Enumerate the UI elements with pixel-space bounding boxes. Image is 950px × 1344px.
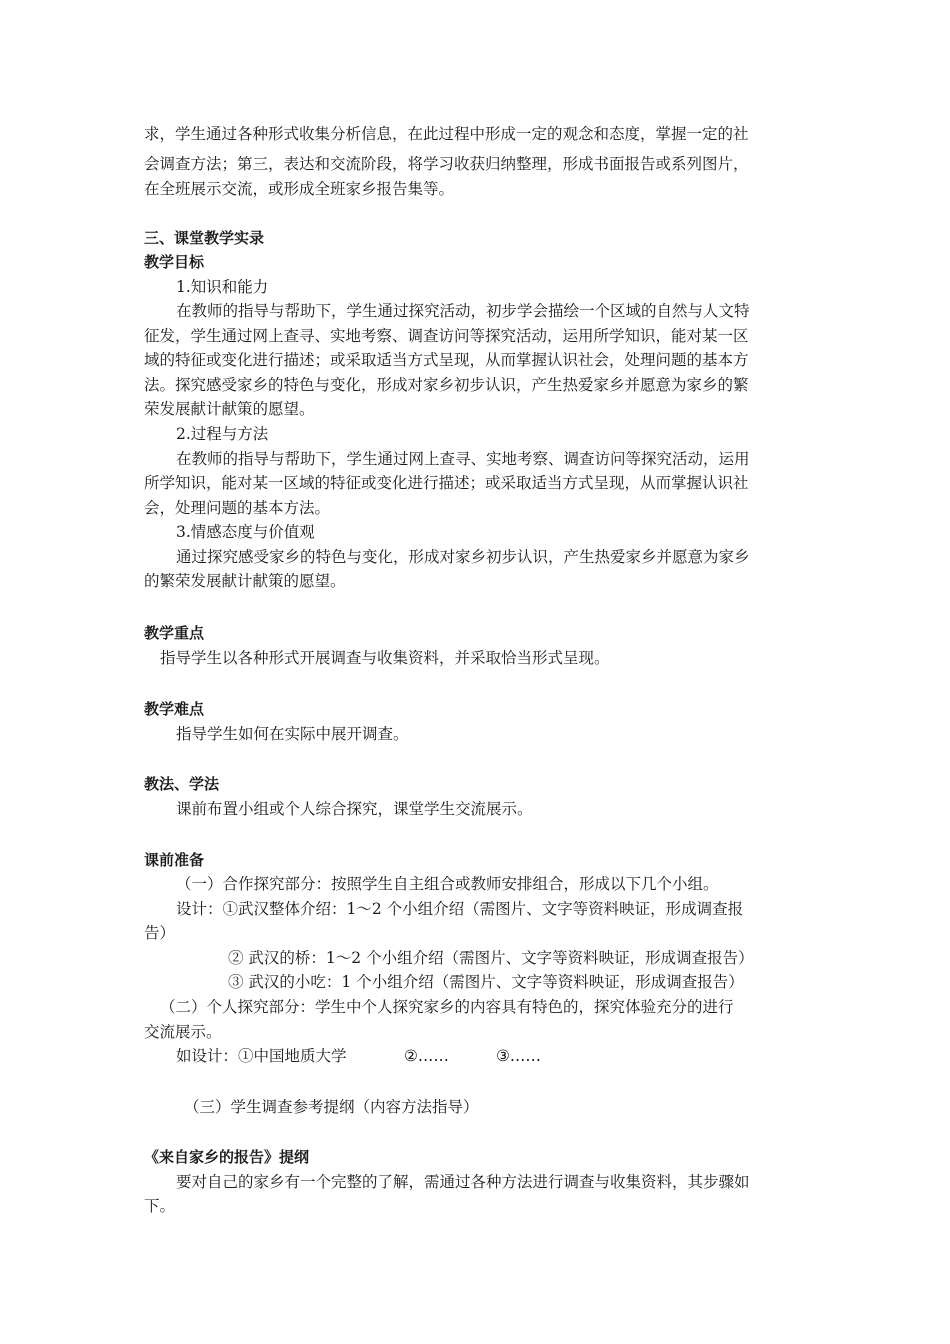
- outline-line-1: 要对自己的家乡有一个完整的了解，需通过各种方法进行调查与收集资料，其步骤如: [176, 1173, 750, 1191]
- example-b: ②……: [404, 1047, 449, 1065]
- prep-part-2-line-1: （二）个人探究部分：学生中个人探究家乡的内容具有特色的，探究体验充分的进行: [160, 998, 734, 1016]
- goal-1-line-4: 法。探究感受家乡的特色与变化，形成对家乡初步认识，产生热爱家乡并愿意为家乡的繁: [144, 376, 749, 394]
- prep-part-1: （一）合作探究部分：按照学生自主组合或教师安排组合，形成以下几个小组。: [176, 875, 719, 893]
- methods-text: 课前布置小组或个人综合探究，课堂学生交流展示。: [176, 800, 533, 818]
- prep-design-line-1: 设计：①武汉整体介绍：1～2 个小组介绍（需图片、文字等资料映证，形成调查报: [176, 900, 744, 918]
- goal-1-line-3: 域的特征或变化进行描述；或采取适当方式呈现，从而掌握认识社会，处理问题的基本方: [144, 351, 749, 369]
- goal-1-line-2: 征发，学生通过网上查寻、实地考察、调查访问等探究活动，运用所学知识，能对某一区: [144, 327, 749, 345]
- prep-design-item-2: ② 武汉的桥：1～2 个小组介绍（需图片、文字等资料映证，形成调查报告）: [228, 949, 754, 967]
- outline-line-2: 下。: [144, 1197, 176, 1215]
- goal-2-line-3: 会，处理问题的基本方法。: [144, 499, 331, 517]
- prep-design-line-2: 告）: [144, 924, 176, 942]
- prep-example-line: [176, 1046, 836, 1066]
- goals-heading: 教学目标: [144, 253, 205, 271]
- key-heading: 教学重点: [144, 624, 205, 642]
- difficulty-heading: 教学难点: [144, 700, 205, 718]
- prep-part-2-line-2: 交流展示。: [144, 1023, 222, 1041]
- prep-design-item-3: ③ 武汉的小吃：1 个小组介绍（需图片、文字等资料映证，形成调查报告）: [228, 973, 744, 991]
- goal-3-line-1: 通过探究感受家乡的特色与变化，形成对家乡初步认识，产生热爱家乡并愿意为家乡: [176, 548, 750, 566]
- section-heading: 三、课堂教学实录: [144, 229, 265, 247]
- goal-1-title: 1.知识和能力: [176, 278, 269, 296]
- intro-line-3: 在全班展示交流，或形成全班家乡报告集等。: [144, 180, 455, 198]
- difficulty-text: 指导学生如何在实际中展开调查。: [176, 725, 409, 743]
- outline-heading: 《来自家乡的报告》提纲: [144, 1148, 310, 1166]
- goal-1-line-5: 荣发展献计献策的愿望。: [144, 400, 315, 418]
- prep-part-3: （三）学生调查参考提纲（内容方法指导）: [184, 1098, 479, 1116]
- prep-heading: 课前准备: [144, 851, 205, 869]
- example-c: ③……: [496, 1047, 541, 1065]
- goal-2-title: 2.过程与方法: [176, 425, 269, 443]
- methods-heading: 教法、学法: [144, 775, 220, 793]
- goal-2-line-1: 在教师的指导与帮助下，学生通过网上查寻、实地考察、调查访问等探究活动，运用: [176, 450, 750, 468]
- intro-line-1: 求，学生通过各种形式收集分析信息，在此过程中形成一定的观念和态度，掌握一定的社: [144, 125, 749, 143]
- intro-line-2: 会调查方法；第三，表达和交流阶段，将学习收获归纳整理，形成书面报告或系列图片，: [144, 155, 749, 173]
- goal-1-line-1: 在教师的指导与帮助下，学生通过探究活动，初步学会描绘一个区域的自然与人文特: [176, 302, 750, 320]
- example-a: 如设计：①中国地质大学: [176, 1047, 347, 1065]
- goal-3-line-2: 的繁荣发展献计献策的愿望。: [144, 572, 346, 590]
- goal-2-line-2: 所学知识，能对某一区域的特征或变化进行描述；或采取适当方式呈现，从而掌握认识社: [144, 474, 749, 492]
- key-text: 指导学生以各种形式开展调查与收集资料，并采取恰当形式呈现。: [160, 649, 610, 667]
- goal-3-title: 3.情感态度与价值观: [176, 523, 315, 541]
